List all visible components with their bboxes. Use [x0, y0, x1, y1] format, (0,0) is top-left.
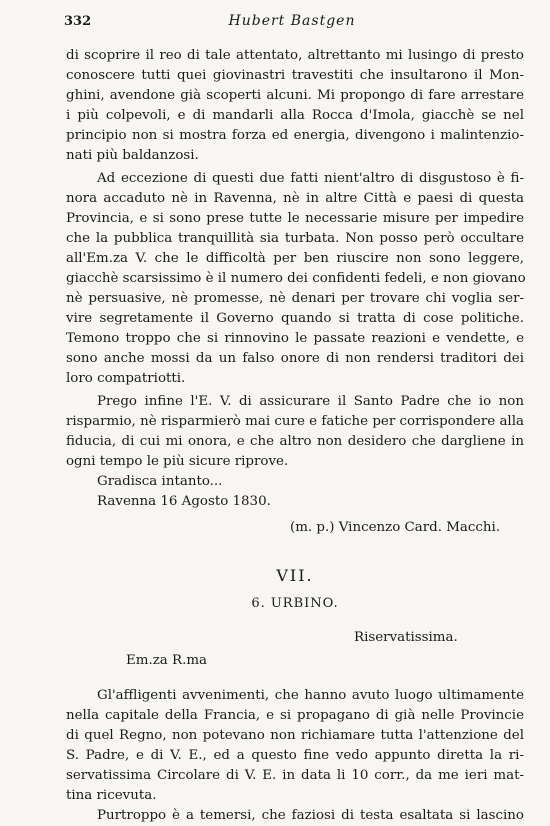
text-line: servatissima Circolare di V. E. in data li 10 corr., da me ieri mat- — [66, 768, 524, 783]
text-line: risparmio, nè risparmierò mai cure e fatiche per corrispondere alla — [66, 414, 524, 429]
place-heading: 6. URBINO. — [251, 596, 339, 611]
text-line: conoscere tutti quei giovinastri travestiti che insultarono il Mon- — [66, 68, 524, 83]
text-line: Ad eccezione di questi due fatti nient'altro di disgustoso è fi- — [97, 171, 524, 186]
page-number: 332 — [64, 14, 92, 29]
text-line: Purtroppo è a temersi, che faziosi di testa esaltata si lascino — [97, 808, 524, 823]
text-line: tina ricevuta. — [66, 788, 157, 803]
text-line: sono anche mossi da un falso onore di non rendersi traditori dei — [66, 351, 524, 366]
section-number: VII. — [276, 566, 314, 585]
text-line: che la pubblica tranquillità sia turbata. Non posso però occultare — [66, 231, 524, 246]
text-line: Gl'affligenti avvenimenti, che hanno avuto luogo ultimamente — [97, 688, 524, 703]
text-line: di quel Regno, non potevano non richiamare tutta l'attenzione del — [66, 728, 524, 743]
text-line: Provincia, e si sono prese tutte le necessarie misure per impedire — [66, 211, 524, 226]
text-line: nati più baldanzosi. — [66, 148, 199, 163]
text-line: i più colpevoli, e di mandarli alla Rocca d'Imola, giacchè se nel — [66, 108, 524, 123]
text-line: ghini, avendone già scoperti alcuni. Mi propongo di fare arrestare — [66, 88, 524, 103]
signature: (m. p.) Vincenzo Card. Macchi. — [290, 520, 501, 535]
text-line: Gradisca intanto... — [97, 474, 223, 489]
text-line: principio non si mostra forza ed energia, divengono i malintenzio- — [66, 128, 524, 143]
text-line: Ravenna 16 Agosto 1830. — [97, 494, 271, 509]
text-line: S. Padre, e di V. E., ed a questo fine vedo appunto diretta la ri- — [66, 748, 524, 763]
text-line: all'Em.za V. che le difficoltà per ben riuscire non sono leggere, — [66, 251, 524, 266]
text-line: giacchè scarsissimo è il numero dei confidenti fedeli, e non giovano — [66, 271, 526, 286]
text-line: nè persuasive, nè promesse, nè denari per trovare chi voglia ser- — [66, 291, 524, 306]
text-line: Prego infine l'E. V. di assicurare il Santo Padre che io non — [97, 394, 524, 409]
text-line: vire segretamente il Governo quando si tratta di cose politiche. — [66, 311, 524, 326]
classification: Riservatissima. — [354, 630, 458, 645]
text-line: Temono troppo che si rinnovino le passate reazioni e vendette, e — [66, 331, 524, 346]
text-line: loro compatriotti. — [66, 371, 186, 386]
running-title: Hubert Bastgen — [228, 13, 356, 29]
page-header — [64, 12, 520, 34]
text-line: nella capitale della Francia, e si propagano di già nelle Provincie — [66, 708, 524, 723]
text-line: nora accaduto nè in Ravenna, nè in altre Città e paesi di questa — [66, 191, 524, 206]
text-line: ogni tempo le più sicure riprove. — [66, 454, 289, 469]
salutation: Em.za R.ma — [126, 653, 208, 668]
text-line: di scoprire il reo di tale attentato, altrettanto mi lusingo di presto — [66, 48, 524, 63]
text-line: fiducia, di cui mi onora, e che altro non desidero che dargliene in — [66, 434, 524, 449]
